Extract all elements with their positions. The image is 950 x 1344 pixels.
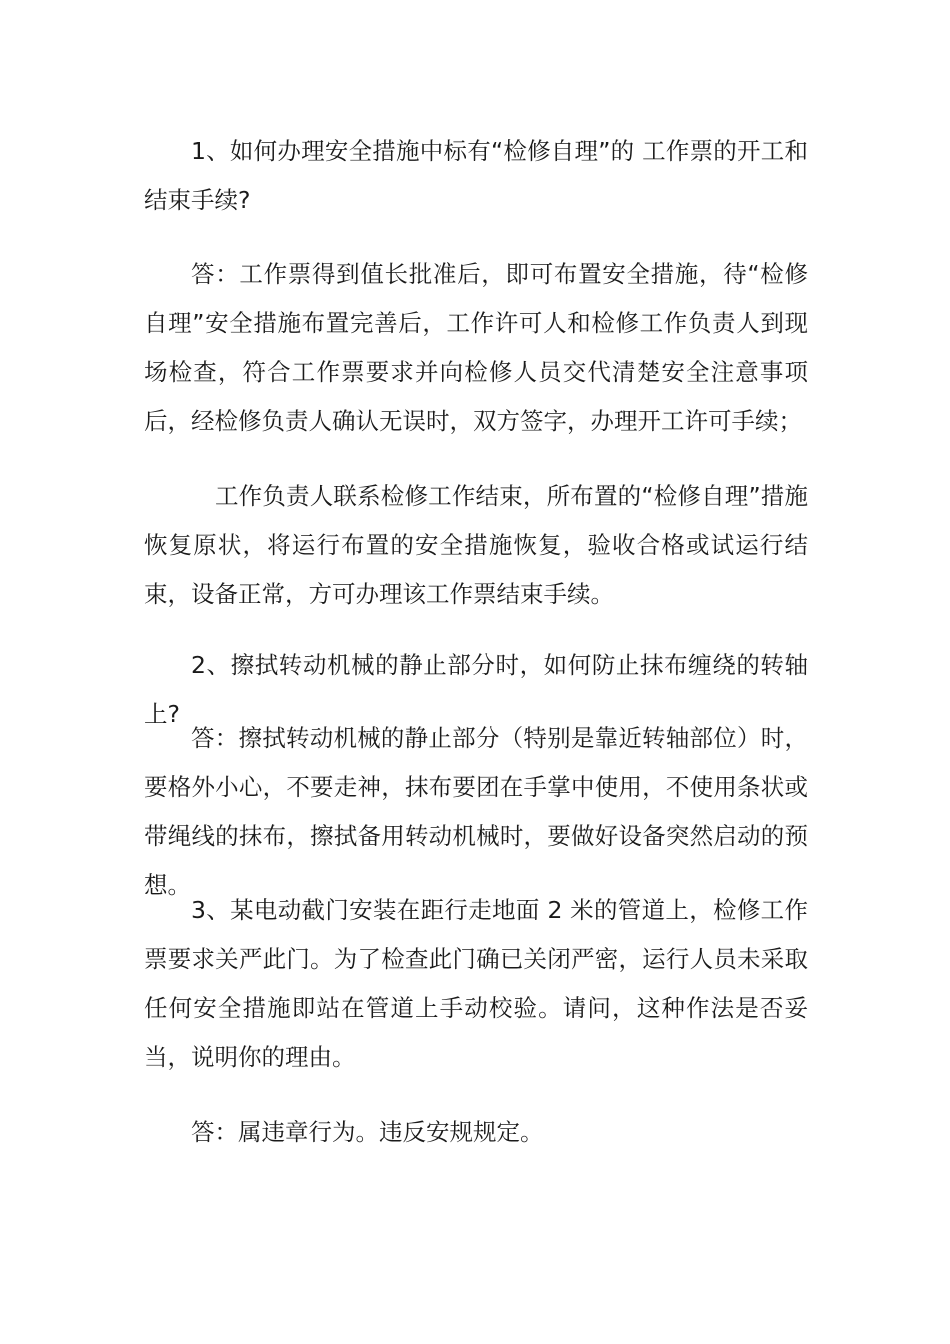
answer-1-continued: 工作负责人联系检修工作结束，所布置的“检修自理”措施恢复原状，将运行布置的安全措施恢复，验收合格或试运行结束，设备正常，方可办理该工作票结束手续。 [144, 482, 808, 608]
question-2: 2、擦拭转动机械的静止部分时，如何防止抹布缠绕的转轴上? [144, 651, 808, 728]
answer-2: 答：擦拭转动机械的静止部分（特别是靠近转轴部位）时，要格外小心，不要走神，抹布要团在手掌中使用，不使用条状或带绳线的抹布，擦拭备用转动机械时，要做好设备突然启动的预想。 [144, 724, 808, 899]
answer-1: 答：工作票得到值长批准后，即可布置安全措施，待“检修自理”安全措施布置完善后，工作许可人和检修工作负责人到现场检查，符合工作票要求并向检修人员交代清楚安全注意事项后，经检修负责人确认无误时，双方签字，办理开工许可手续； [144, 260, 808, 435]
question-1: 1、如何办理安全措施中标有“检修自理”的 工作票的开工和结束手续? [144, 137, 808, 214]
answer-3: 答：属违章行为。违反安规规定。 [191, 1118, 544, 1146]
question-3: 3、某电动截门安装在距行走地面 2 米的管道上，检修工作票要求关严此门。为了检查此门确已关闭严密，运行人员未采取任何安全措施即站在管道上手动校验。请问，这种作法是否妥当，说明你的理由。 [144, 896, 808, 1071]
